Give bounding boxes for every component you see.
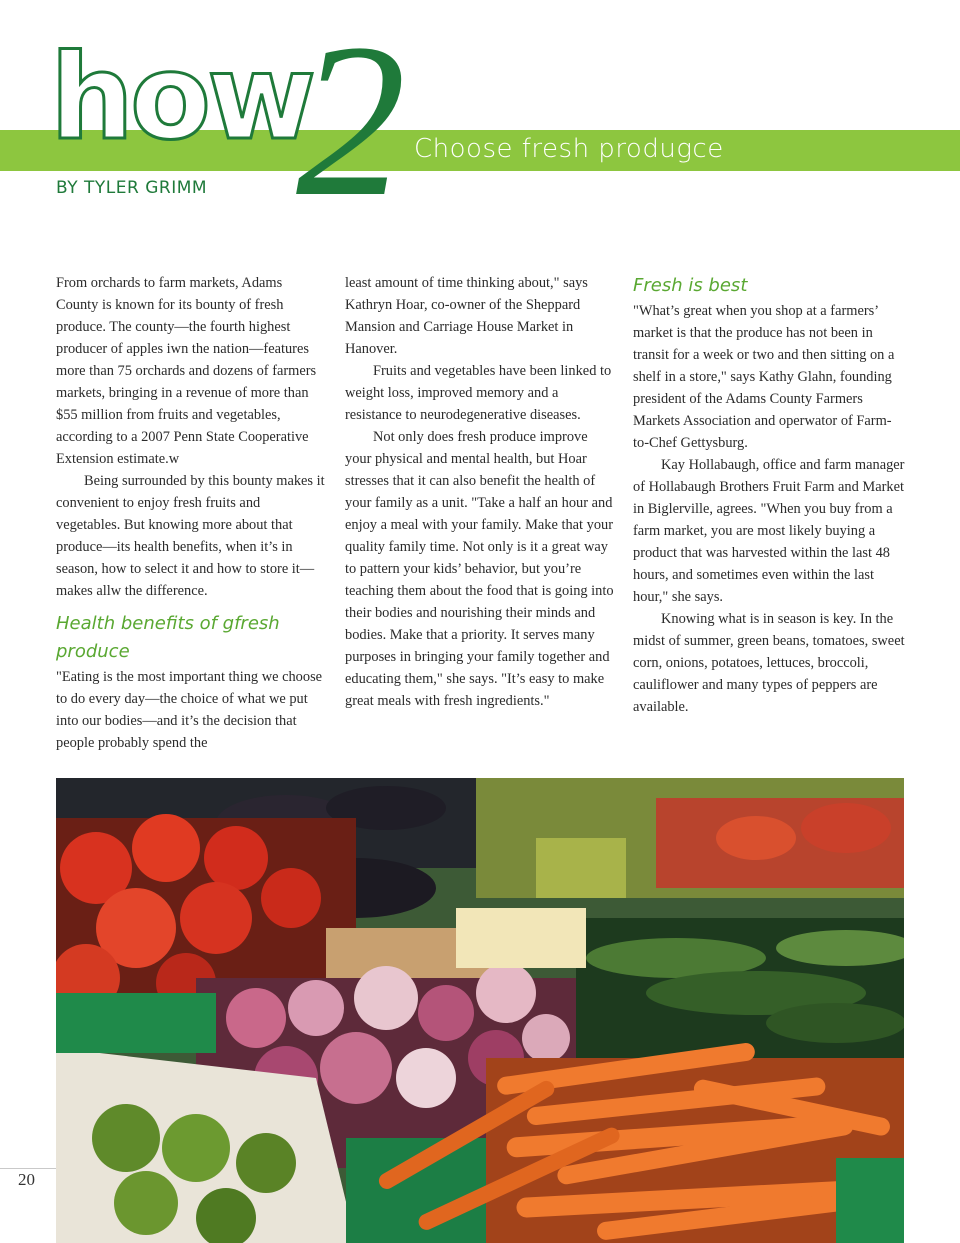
paragraph: Being surrounded by this bounty makes it convenient to enjoy fresh fruits and vegetables. But knowing more about that produce—its health benefits, when it’s in season, how to select it and how to store it—makes allw the difference.: [56, 473, 325, 599]
page-number: 20: [18, 1170, 35, 1189]
paragraph: Kay Hollabaugh, office and farm manager of Hollabaugh Brothers Fruit Farm and Market in Biglerville, agrees. "When you buy from a farm market, you are most likely buying a product that was harvested within the last 48 hours, and sometimes even within the last hour," she says.: [633, 457, 905, 605]
column-1: [56, 272, 328, 754]
column-3: [633, 272, 905, 718]
subhead-fresh-is-best: Fresh is best: [633, 275, 748, 296]
masthead-how: how: [50, 28, 313, 166]
paragraph: "Eating is the most important thing we choose to do every day—the choice of what we put into our bodies—and it’s the decision that people probably spend the: [56, 669, 323, 751]
paragraph: From orchards to farm markets, Adams County is known for its bounty of fresh produce. The county—the fourth highest producer of apples iwn the nation—features more than 75 orchards and dozens of farmers markets, bringing in a revenue of more than $55 million from fruits and vegetables, according to a 2007 Penn State Cooperative Extension estimate.w: [56, 275, 317, 467]
masthead-two: 2: [296, 0, 406, 242]
subhead-health-benefits: Health benefits of gfresh produce: [56, 613, 280, 662]
paragraph: Not only does fresh produce improve your physical and mental health, but Hoar stresses that it can also benefit the health of your family as a unit. "Take a half an hour and enjoy a meal with your family. Make that your quality family time. Not only is it a great way to pattern your kids’ behavior, but you’re teaching them about the food that is going into their bodies and nourishing their minds and bodies. Make that a priority. It serves many purposes in bringing your family together and educating them," she says. "It’s easy to make great meals with fresh ingredients.": [345, 429, 614, 709]
paragraph: Fruits and vegetables have been linked to weight loss, improved memory and a resistance to neurodegenerative diseases.: [345, 363, 612, 423]
article-title: Choose fresh produgce: [414, 134, 724, 164]
column-2: [345, 272, 617, 712]
paragraph: Knowing what is in season is key. In the midst of summer, green beans, tomatoes, sweet corn, onions, potatoes, lettuces, broccoli, cauliflower and many types of peppers are available.: [633, 611, 905, 715]
page-number-rule: [0, 1168, 56, 1169]
paragraph: least amount of time thinking about," says Kathryn Hoar, co-owner of the Sheppard Mansion and Carriage House Market in Hanover.: [345, 275, 588, 357]
produce-photo: [56, 778, 904, 1243]
byline: BY TYLER GRIMM: [56, 178, 208, 198]
paragraph: "What’s great when you shop at a farmers’ market is that the produce has not been in transit for a week or two and then sitting on a shelf in a store," says Kathy Glahn, founding president of the Adams County Farmers Markets Association and operwator of Farm-to-Chef Gettysburg.: [633, 303, 895, 451]
